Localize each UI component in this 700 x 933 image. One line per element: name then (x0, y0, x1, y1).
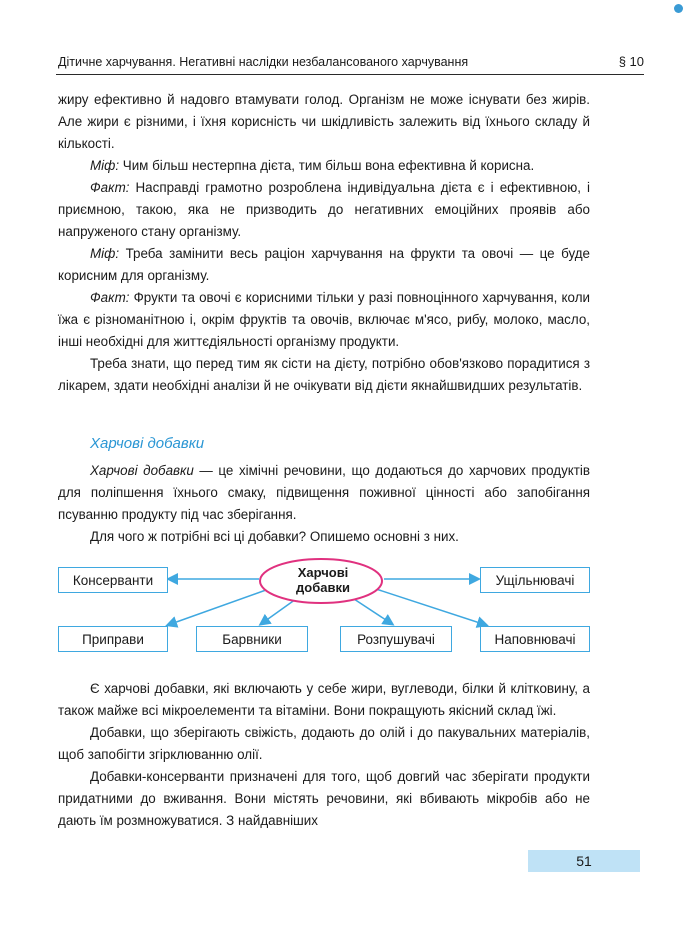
page-number: 51 (528, 850, 640, 872)
section-title: Харчові добавки (90, 435, 205, 452)
fact-label: Факт: (90, 290, 130, 305)
myth-label: Міф: (90, 158, 120, 173)
arrow-to-seasonings (168, 590, 266, 625)
myth-paragraph (58, 155, 590, 177)
arrow-to-colorants (261, 599, 296, 624)
myth-label: Міф: (90, 246, 120, 261)
box-seasonings: Приправи (58, 626, 168, 652)
center-label (272, 565, 374, 595)
corner-mark (674, 4, 683, 13)
paragraph: Є харчові добавки, які включають у себе жири, вуглеводи, білки й клітковину, а також майже всі мікроелементи та вітаміни. Вони покращують якісний склад їжі. (58, 681, 590, 718)
section-number: § 10 (618, 54, 644, 69)
term-label: Харчові добавки (90, 463, 194, 478)
box-fillers: Наповнювачі (480, 626, 590, 652)
body-text-bottom (58, 678, 590, 832)
center-label-line: Харчові (297, 565, 349, 580)
body-text-mid (58, 460, 590, 548)
fact-text: Насправді грамотно розроблена індивідуальна дієта є і ефективною, і приємною, такою, яка не призводить до негативних емоційних проявів або напруженого стану організму. (58, 180, 590, 239)
paragraph: Добавки, що зберігають свіжість, додають до олій і до пакувальних матеріалів, щоб запобігти згірклюванню олії. (58, 725, 590, 762)
fact-paragraph (58, 287, 590, 353)
header-title: Дітичне харчування. Негативні наслідки незбалансованого харчування (58, 55, 469, 69)
fact-label: Факт: (90, 180, 130, 195)
arrow-to-fillers (376, 589, 486, 625)
definition-text: — це хімічні речовини, що додаються до харчових продуктів для поліпшення їхнього смаку, підвищення поживної цінності або запобігання псуванню продукту під час зберігання. (58, 463, 591, 522)
myth-text: Треба замінити весь раціон харчування на фрукти та овочі — це буде корисним для організму. (58, 246, 590, 283)
body-text-top (58, 89, 590, 397)
myth-paragraph (58, 243, 590, 287)
box-preservatives: Консерванти (58, 567, 168, 593)
paragraph: Треба знати, що перед тим як сісти на дієту, потрібно обов'язково порадитися з лікарем, здати необхідні аналізи й не очікувати від дієти якнайшвидших результатів. (58, 356, 590, 393)
box-leavening: Розпушувачі (340, 626, 452, 652)
paragraph: Добавки-консерванти призначені для того, щоб довгий час зберігати продукти придатними до вживання. Вони містять речовини, які вбивають мікробів або не дають їм розмножуватися. З найдавніших (58, 769, 590, 828)
fact-paragraph (58, 177, 590, 243)
additives-diagram (46, 552, 646, 662)
definition-paragraph (58, 460, 590, 526)
paragraph: жиру ефективно й надовго втамувати голод. Організм не може існувати без жирів. Але жири є різними, і їхня корисність чи шкідливість залежить від їхнього складу й кількості. (58, 92, 590, 151)
paragraph: Для чого ж потрібні всі ці добавки? Опишемо основні з них. (90, 529, 459, 544)
fact-text: Фрукти та овочі є корисними тільки у разі повноцінного харчування, коли їжа є різноманітною і, окрім фруктів та овочів, включає м'ясо, рибу, молоко, масло, інші необхідні для життєдіяльності організму продукти. (58, 290, 590, 349)
center-label-line: добавки (296, 580, 350, 595)
arrow-to-leavening (354, 599, 392, 624)
box-thickeners: Ущільнювачі (480, 567, 590, 593)
running-header (56, 52, 644, 75)
myth-text: Чим більш нестерпна дієта, тим більш вона ефективна й корисна. (119, 158, 535, 173)
box-colorants: Барвники (196, 626, 308, 652)
